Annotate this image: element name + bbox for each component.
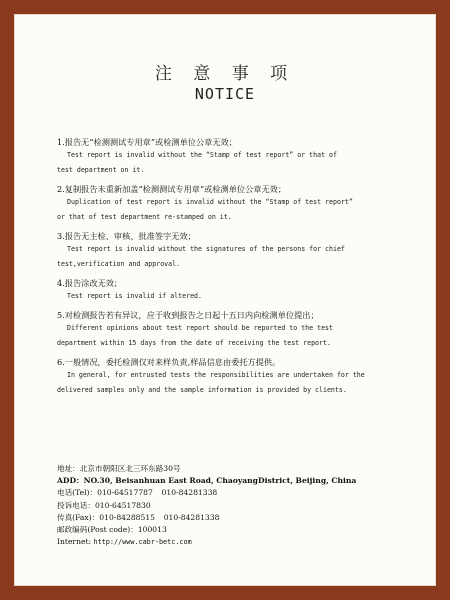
notice-item-cn: 1.报告无“检测测试专用章”或检测单位公章无效；: [57, 137, 237, 147]
fax-row: [57, 512, 397, 524]
notice-item-en: or that of test department re-stamped on it.: [57, 213, 232, 221]
tel-row: [57, 487, 397, 499]
notice-item-cn: 4.报告涂改无效；: [57, 278, 123, 288]
notice-item-1: [57, 136, 397, 178]
tel-number-1: 010-64517787: [97, 488, 153, 498]
notice-item-2: [57, 183, 397, 225]
internet-label: Internet:: [57, 537, 92, 547]
notice-item-en: department within 15 days from the date of receiving the test report.: [57, 339, 331, 347]
postcode-label: 邮政编码(Post code)：: [57, 525, 138, 535]
notice-item-en: delivered samples only and the sample information is provided by clients.: [57, 386, 347, 394]
notice-item-en: Duplication of test report is invalid without the “Stamp of test report”: [67, 198, 353, 206]
complaint-row: [57, 500, 397, 512]
fax-number-2: 010-84281338: [163, 512, 220, 522]
notice-item-en: In general, for entrusted tests the responsibilities are undertaken for the: [67, 371, 365, 379]
notice-item-6: [57, 356, 397, 398]
address-en: ADD：NO.30, Beisanhuan East Road, ChaoyangDistrict, Beijing, China: [57, 476, 357, 486]
notice-item-cn: 3.报告无主检、审核、批准签字无效；: [57, 231, 196, 241]
address-cn: 地址：北京市朝阳区北三环东路30号: [57, 464, 181, 473]
contact-block: [57, 463, 397, 548]
notice-sheet: [14, 14, 436, 586]
fax-label: 传真(Fax)：: [57, 512, 100, 522]
complaint-label: 投诉电话：: [57, 500, 95, 510]
notice-items: [57, 131, 397, 398]
notice-item-en: Test report is invalid without the signatures of the persons for chief: [67, 245, 345, 253]
notice-item-cn: 5.对检测报告若有异议，应于收到报告之日起十五日内向检测单位提出；: [57, 310, 319, 320]
notice-item-en: test,verification and approval.: [57, 260, 181, 268]
complaint-number: 010-64517830: [94, 500, 151, 510]
notice-item-en: Test report is invalid without the “Stamp of test report” or that of: [67, 151, 337, 159]
tel-number-2: 010-84281338: [161, 488, 218, 498]
notice-item-cn: 6.一般情况，委托检测仅对来样负责,样品信息由委托方提供。: [57, 357, 281, 367]
notice-item-cn: 2.复制报告未重新加盖“检测测试专用章”或检测单位公章无效；: [57, 184, 287, 194]
postcode-row: [57, 524, 397, 536]
notice-item-en: Different opinions about test report should be reported to the test: [67, 324, 333, 332]
notice-item-4: [57, 277, 397, 304]
internet-row: [57, 536, 397, 548]
fax-number-1: 010-84288515: [99, 512, 155, 522]
postcode-value: 100013: [137, 525, 167, 535]
notice-item-en: Test report is invalid if altered.: [67, 292, 202, 300]
page-title-en: NOTICE: [194, 85, 256, 103]
tel-label: 电话(Tel)：: [57, 488, 98, 498]
notice-item-5: [57, 309, 397, 351]
internet-link[interactable]: http://www.cabr-betc.com: [93, 538, 192, 547]
notice-item-en: test department on it.: [57, 166, 145, 174]
page-title-cn: 注 意 事 项: [154, 64, 296, 84]
notice-item-3: [57, 230, 397, 272]
